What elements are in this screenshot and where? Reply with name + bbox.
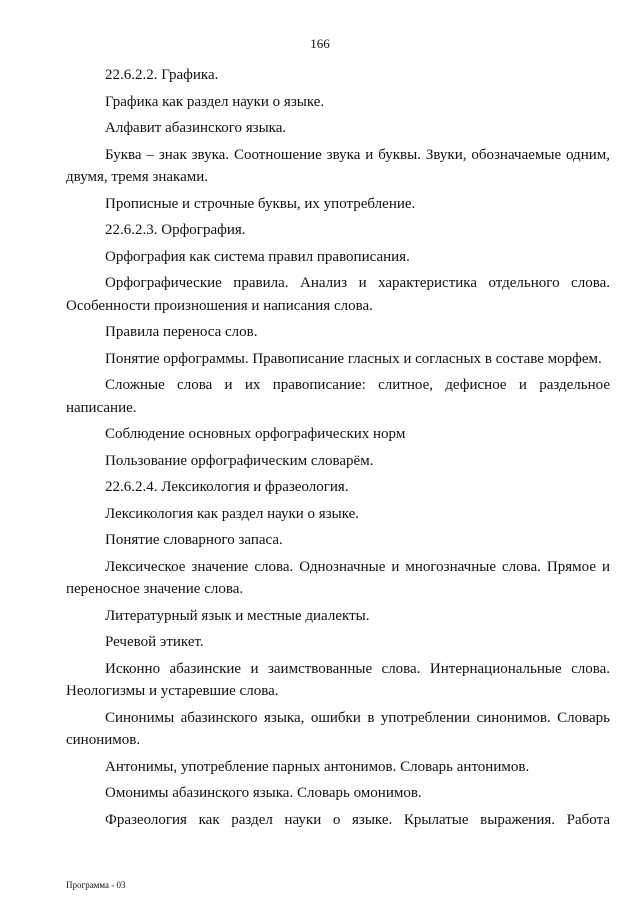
paragraph: Буква – знак звука. Соотношение звука и буквы. Звуки, обозначаемые одним, двумя, тремя знаками. — [66, 146, 610, 185]
paragraph: Орфография как система правил правописания. — [105, 248, 410, 265]
paragraph: Лексическое значение слова. Однозначные и многозначные слова. Прямое и переносное значение слова. — [66, 558, 610, 597]
paragraph: Соблюдение основных орфографических норм — [105, 426, 406, 442]
paragraph: Прописные и строчные буквы, их употребление. — [105, 195, 416, 212]
paragraph: Синонимы абазинского языка, ошибки в употреблении синонимов. Словарь синонимов. — [66, 709, 610, 748]
paragraph: Речевой этикет. — [105, 634, 204, 650]
paragraph: Лексикология как раздел науки о языке. — [105, 505, 360, 522]
section-heading-lexicology: 22.6.2.4. Лексикология и фразеология. — [105, 479, 349, 495]
section-heading-orthography: 22.6.2.3. Орфография. — [105, 222, 246, 238]
section-heading-graphics: 22.6.2.2. Графика. — [105, 67, 219, 83]
paragraph: Понятие орфограммы. Правописание гласных и согласных в составе морфем. — [105, 350, 602, 367]
paragraph: Литературный язык и местные диалекты. — [105, 607, 370, 624]
paragraph: Орфографические правила. Анализ и характеристика отдельного слова. Особенности произношения и написания слова. — [66, 275, 610, 314]
paragraph: Исконно абазинские и заимствованные слова. Интернациональные слова. Неологизмы и устаревшие слова. — [66, 660, 610, 699]
paragraph: Правила переноса слов. — [105, 324, 258, 340]
paragraph: Сложные слова и их правописание: слитное, дефисное и раздельное написание. — [66, 377, 610, 416]
page-footer: Программа - 03 — [66, 880, 126, 890]
paragraph: Антонимы, употребление парных антонимов. Словарь антонимов. — [105, 758, 530, 775]
paragraph: Пользование орфографическим словарём. — [105, 452, 374, 469]
document-body — [66, 64, 610, 835]
paragraph: Графика как раздел науки о языке. — [105, 93, 325, 110]
page-number: 166 — [310, 36, 330, 51]
paragraph: Алфавит абазинского языка. — [105, 120, 287, 136]
paragraph: Омонимы абазинского языка. Словарь омонимов. — [105, 785, 422, 801]
paragraph-continued: Фразеология как раздел науки о языке. Крылатые выражения. Работа — [105, 811, 610, 828]
paragraph: Понятие словарного запаса. — [105, 532, 283, 548]
